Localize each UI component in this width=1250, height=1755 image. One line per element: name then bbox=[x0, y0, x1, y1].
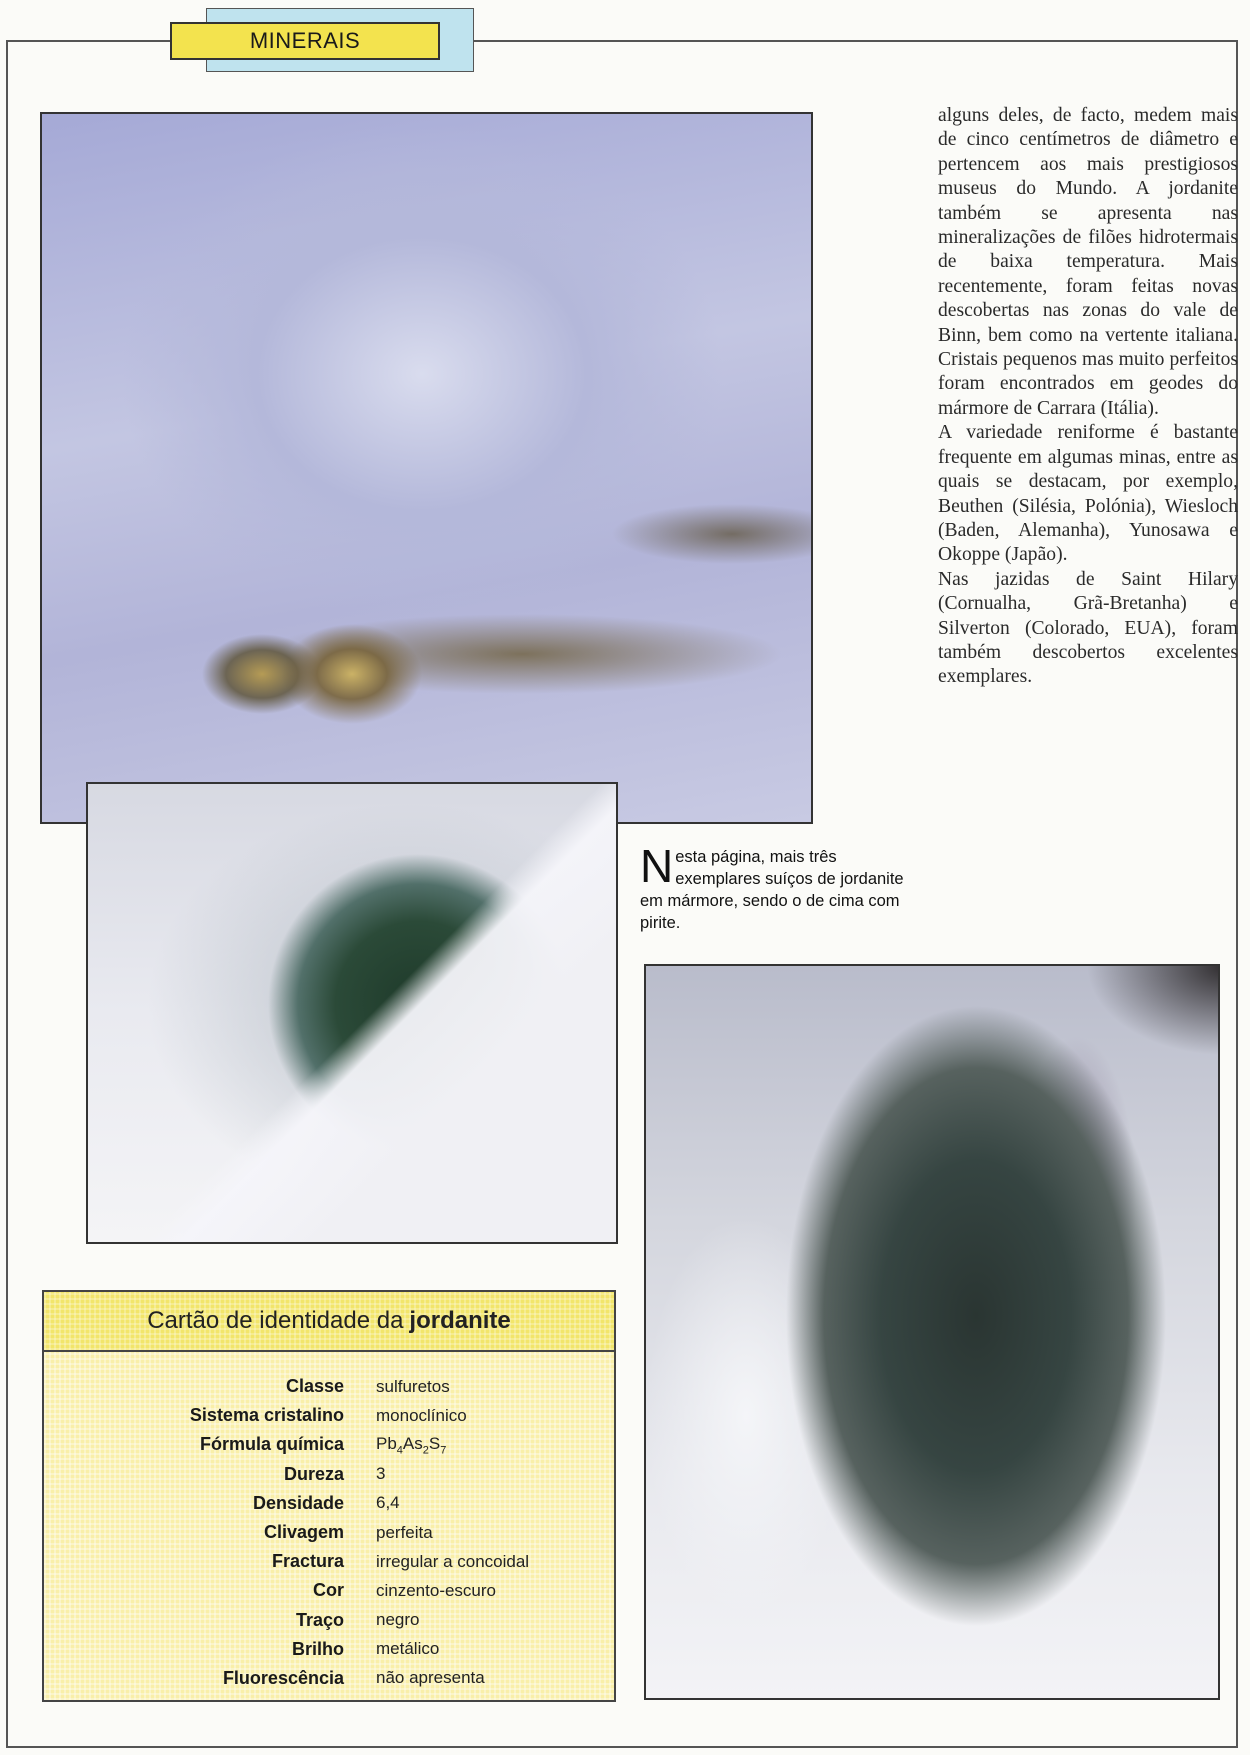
property-label: Traço bbox=[295, 1609, 344, 1630]
caption-text: esta página, mais três exemplares suíços de jordanite em mármore, sendo o de cima com pirite. bbox=[640, 848, 904, 932]
property-row-traco bbox=[44, 1606, 614, 1635]
property-label: Sistema cristalino bbox=[189, 1405, 344, 1426]
property-value: irregular a concoidal bbox=[376, 1551, 530, 1571]
formula-subscript: 7 bbox=[440, 1444, 447, 1457]
property-label: Brilho bbox=[292, 1638, 344, 1659]
property-row-formula bbox=[44, 1430, 614, 1459]
property-row-fractura bbox=[44, 1547, 614, 1576]
property-label: Classe bbox=[285, 1376, 344, 1397]
left-mineral-photo bbox=[86, 782, 618, 1244]
property-value: 6,4 bbox=[376, 1493, 400, 1513]
property-value: sulfuretos bbox=[376, 1376, 450, 1396]
chemical-formula bbox=[376, 1434, 446, 1456]
top-mineral-photo bbox=[40, 112, 813, 824]
caption-drop-cap: N bbox=[640, 840, 674, 892]
formula-subscript: 2 bbox=[422, 1444, 429, 1457]
property-label: Fluorescência bbox=[222, 1667, 344, 1688]
section-tab bbox=[170, 22, 440, 60]
photo-caption bbox=[640, 840, 912, 934]
property-label: Cor bbox=[313, 1580, 344, 1601]
property-row-brilho bbox=[44, 1635, 614, 1664]
property-label: Fractura bbox=[271, 1551, 344, 1572]
body-paragraph: A variedade reniforme é bastante frequente em algumas minas, entre as quais se destacam, por exemplo, Beuthen (Silésia, Polónia), Wiesloch (Baden, Alemanha), Yunosawa e Okoppe (Japão). bbox=[938, 422, 1238, 566]
property-value: monoclínico bbox=[376, 1405, 467, 1425]
identity-card-rows bbox=[44, 1352, 614, 1693]
identity-card-title bbox=[44, 1292, 614, 1352]
property-row-clivagem bbox=[44, 1518, 614, 1547]
property-label: Dureza bbox=[283, 1463, 344, 1484]
right-mineral-photo bbox=[644, 964, 1220, 1700]
identity-card-title-mineral: jordanite bbox=[409, 1307, 511, 1334]
property-value: metálico bbox=[376, 1639, 440, 1659]
property-value: negro bbox=[376, 1610, 420, 1630]
identity-card bbox=[42, 1290, 616, 1702]
property-value: 3 bbox=[376, 1464, 386, 1484]
property-value: perfeita bbox=[376, 1522, 433, 1542]
article-body bbox=[938, 104, 1238, 690]
formula-element: Pb bbox=[376, 1433, 397, 1453]
property-row-dureza bbox=[44, 1460, 614, 1489]
identity-card-title-prefix: Cartão de identidade da bbox=[147, 1307, 404, 1334]
property-value: cinzento-escuro bbox=[376, 1580, 497, 1600]
section-label: MINERAIS bbox=[249, 28, 361, 53]
property-label: Fórmula química bbox=[199, 1434, 344, 1455]
property-row-classe bbox=[44, 1372, 614, 1401]
property-value: não apresenta bbox=[376, 1668, 485, 1688]
formula-element: S bbox=[428, 1433, 441, 1453]
property-row-fluorescencia bbox=[44, 1664, 614, 1693]
property-label: Clivagem bbox=[263, 1522, 344, 1543]
property-row-sistema bbox=[44, 1401, 614, 1430]
body-paragraph: Nas jazidas de Saint Hilary (Cornualha, Grã-Bretanha) e Silverton (Colorado, EUA), foram também descobertos excelentes exemplares. bbox=[938, 568, 1238, 688]
formula-element: As bbox=[402, 1433, 423, 1453]
formula-subscript: 4 bbox=[396, 1444, 403, 1457]
body-paragraph: alguns deles, de facto, medem mais de cinco centímetros de diâmetro e pertencem aos mais prestigiosos museus do Mundo. A jordanite também se apresenta nas mineralizações de filões hidrotermais de baixa temperatura. Mais recentemente, foram feitas novas descobertas nas zonas do vale de Binn, bem como na vertente italiana. Cristais pequenos mas muito perfeitos foram encontrados em geodes do mármore de Carrara (Itália). bbox=[938, 105, 1238, 419]
property-label: Densidade bbox=[252, 1492, 344, 1513]
property-row-densidade bbox=[44, 1489, 614, 1518]
property-row-cor bbox=[44, 1576, 614, 1605]
